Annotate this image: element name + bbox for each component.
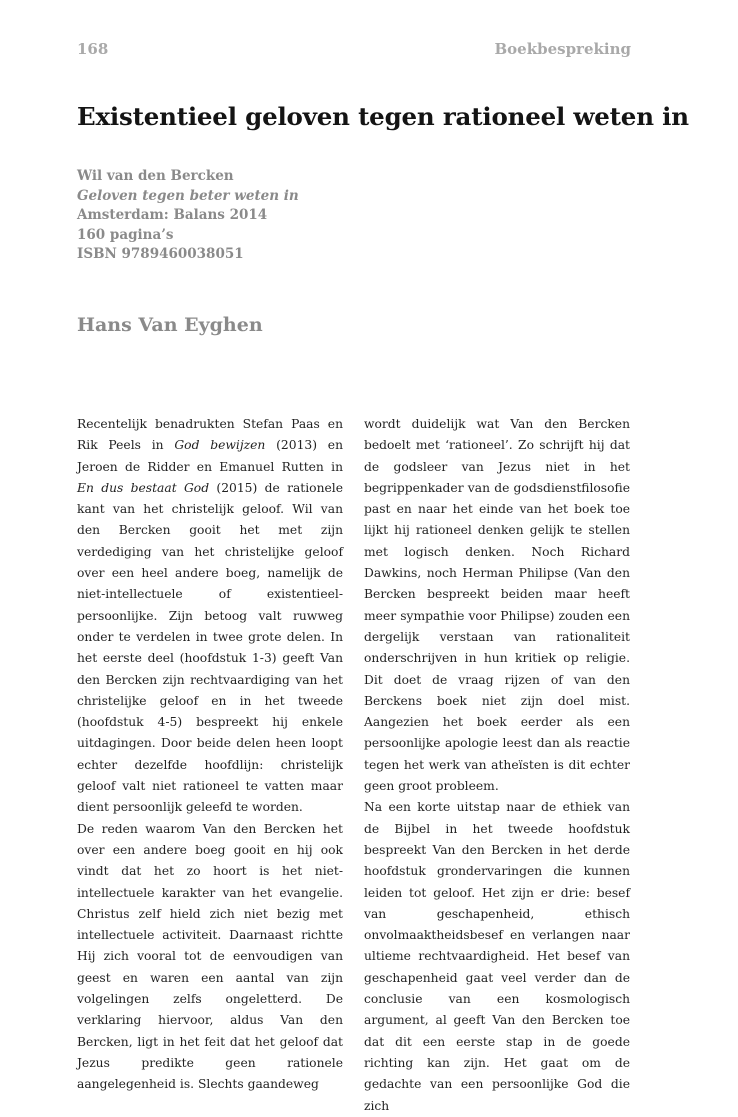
- paragraph-2: De reden waarom Van den Bercken het over een andere boeg gooit en hij ook vindt dat het zo hoort is het niet-intellectuele karakter van het evangelie. Christus zelf hield zich niet bezig met intellectuele activiteit. Daarnaast richtte Hij zich vooral tot de eenvoudigen van geest en waren een aantal van zijn volgelingen zelfs ongeletterd. De verklaring hiervoor, aldus Van den Bercken, ligt in het feit dat het geloof dat Jezus predikte geen rationele aangelegenheid is. Slechts gaandeweg: [77, 821, 343, 1092]
- article-title: Existentieel geloven tegen rationeel weten in: [77, 102, 689, 131]
- page-number: 168: [77, 40, 109, 58]
- section-name: Boekbespreking: [494, 40, 631, 58]
- book-isbn: ISBN 9789460038051: [77, 246, 244, 262]
- text-run: (2015) de rationele kant van het christelijk geloof. Wil van den Bercken gooit het met zijn verdediging van het christelijke geloof over een heel andere boeg, namelijk de niet-intellectuele of existentieel-persoonlijke. Zijn betoog valt ruwweg onder te verdelen in twee grote delen. In het eerste deel (hoofdstuk 1-3) geeft Van den Bercken zijn rechtvaardiging van het christelijke geloof en in het tweede (hoofdstuk 4-5) bespreekt hij enkele uitdagingen. Door beide delen heen loopt echter dezelfde hoofdlijn: christelijk geloof valt niet rationeel te vatten maar dient persoonlijk geleefd te worden.: [77, 480, 343, 815]
- book-publisher: Amsterdam: Balans 2014: [77, 207, 268, 223]
- book-author: Wil van den Bercken: [77, 168, 234, 184]
- book-pages: 160 pagina’s: [77, 226, 174, 243]
- paragraph-4: Na een korte uitstap naar de ethiek van de Bijbel in het tweede hoofdstuk bespreekt Van den Bercken in het derde hoofdstuk grondervaringen die kunnen leiden tot geloof. Het zijn er drie: besef van geschapenheid, ethisch onvolmaaktheidsbesef en verlangen naar ultieme rechtvaardigheid. Het besef van geschapenheid gaat veel verder dan de conclusie van een kosmologisch argument, al geeft Van den Bercken toe dat dit een eerste stap in de goede richting kan zijn. Het gaat om de gedachte van een persoonlijke God die zich: [364, 800, 630, 1113]
- paragraph-3: wordt duidelijk wat Van den Bercken bedoelt met ‘rationeel’. Zo schrijft hij dat de godsleer van Jezus niet in het begrippenkader van de godsdienstfilosofie past en naar het einde van het boek toe lijkt hij rationeel denken gelijk te stellen met logisch denken. Noch Richard Dawkins, noch Herman Philipse (Van den Bercken bespreekt beiden maar heeft meer sympathie voor Philipse) zouden een dergelijk verstaan van rationaliteit onderschrijven in hun kritiek op religie. Dit doet de vraag rijzen of van den Berckens boek niet zijn doel mist. Aangezien het boek eerder als een persoonlijke apologie leest dan als reactie tegen het werk van atheïsten is dit echter geen groot probleem.: [364, 417, 630, 794]
- text-run: (2013) en Jeroen de Ridder en Emanuel Rutten in: [77, 438, 343, 474]
- book-reference: En dus bestaat God: [77, 480, 210, 495]
- text-column-right: [364, 414, 630, 1117]
- book-title: Geloven tegen beter weten in: [77, 187, 299, 204]
- text-run: Recentelijk benadrukten Stefan Paas en Rik Peels in: [77, 417, 343, 453]
- reviewer-name: Hans Van Eyghen: [77, 314, 263, 336]
- book-reference: God bewijzen: [174, 438, 266, 453]
- paragraph-1: [77, 414, 343, 819]
- text-column-left: [77, 414, 343, 1096]
- book-details: [77, 167, 299, 265]
